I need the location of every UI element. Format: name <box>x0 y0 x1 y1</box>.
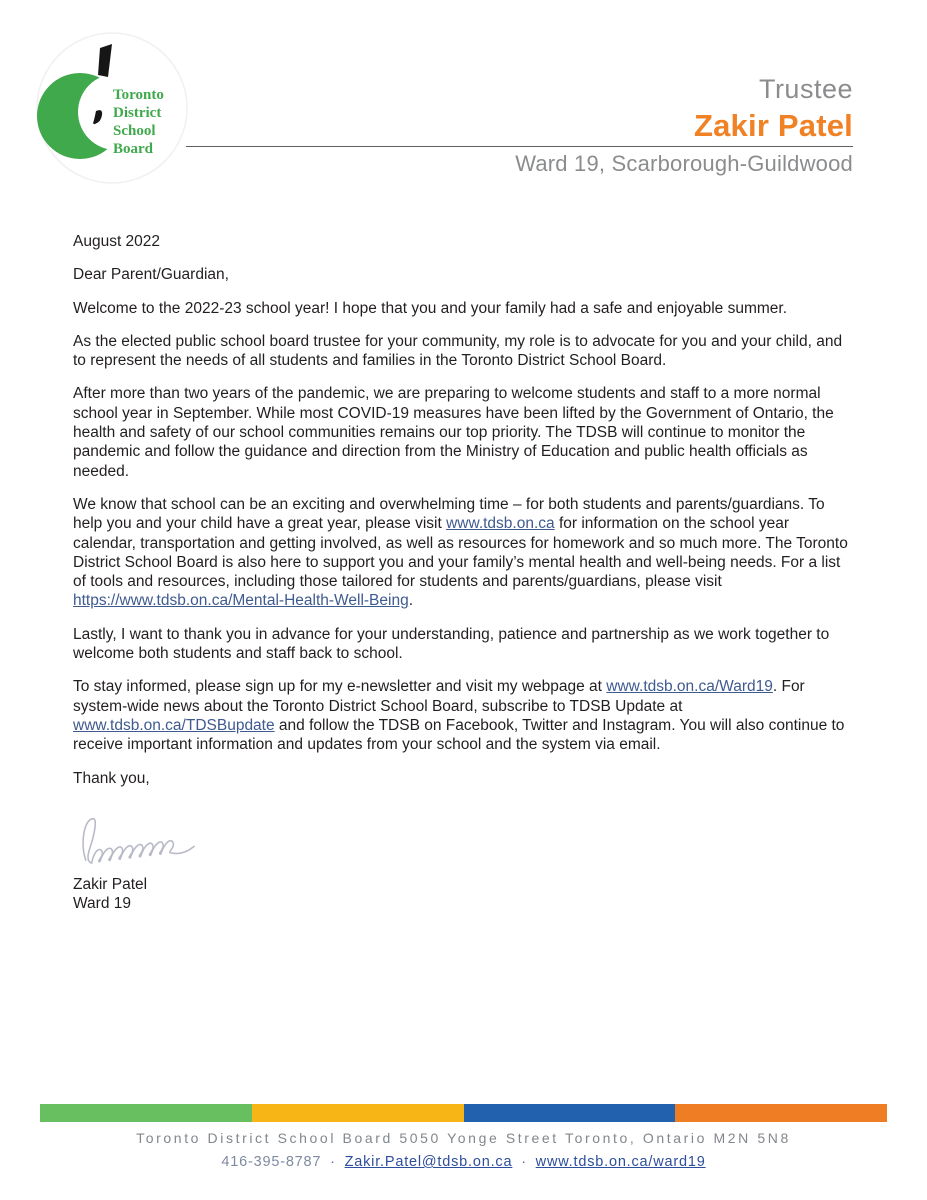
footer-website-link[interactable]: www.tdsb.on.ca/ward19 <box>535 1154 706 1170</box>
footer-contact <box>0 1154 927 1170</box>
trustee-name: Zakir Patel <box>693 108 853 143</box>
signature-ward: Ward 19 <box>73 895 132 913</box>
logo-line-3: School <box>113 123 156 139</box>
footer-color-bar <box>40 1104 887 1122</box>
letter-paragraph: Welcome to the 2022-23 school year! I hope that you and your family had a safe and enjoyable summer. <box>73 299 787 317</box>
logo-line-4: Board <box>113 141 154 157</box>
header-divider-line <box>186 146 853 147</box>
letter-paragraph: We know that school can be an exciting and overwhelming time – for both students and parents/guardians. To help you and your child have a great year, please visit www.tdsb.on.ca for information on the school year calendar, transportation and getting involved, as well as resources for homework and so much more. The Toronto District School Board is also here to support you and your family’s mental health and well-being needs. For a list of tools and resources, including those tailored for students and parents/guardians, please visit https://www.tdsb.on.ca/Mental-Health-Well-Being. <box>73 495 848 610</box>
footer-address: Toronto District School Board 5050 Yonge Street Toronto, Ontario M2N 5N8 <box>136 1130 791 1146</box>
signature-name: Zakir Patel <box>73 875 148 893</box>
letter-paragraphs <box>73 299 855 755</box>
letter-paragraph: To stay informed, please sign up for my e-newsletter and visit my webpage at www.tdsb.on.ca/Ward19. For system-wide news about the Toronto District School Board, subscribe to TDSB Update at www.tdsb.on.ca/TDSBupdate and follow the TDSB on Facebook, Twitter and Instagram. You will also continue to receive important information and updates from your school and the system via email. <box>73 678 845 754</box>
trustee-title: Trustee <box>758 74 853 104</box>
letter-body <box>73 232 855 913</box>
letter-date: August 2022 <box>73 233 161 250</box>
footer-separator: · <box>330 1154 336 1170</box>
letter-paragraph: After more than two years of the pandemic, we are preparing to welcome students and staff to a more normal school year in September. While most COVID-19 measures have been lifted by the Government of Ontario, the health and safety of our school communities remains our top priority. The TDSB will continue to monitor the pandemic and follow the guidance and direction from the Ministry of Education and public health officials as needed. <box>73 385 834 480</box>
signature-image <box>75 810 855 868</box>
footer-email-link[interactable]: Zakir.Patel@tdsb.on.ca <box>344 1154 513 1170</box>
footer-bar-orange <box>675 1104 887 1122</box>
footer-separator: · <box>521 1154 527 1170</box>
footer-phone: 416-395-8787 <box>221 1154 322 1170</box>
letter-paragraph: As the elected public school board trustee for your community, my role is to advocate for you and your child, and to represent the needs of all students and families in the Toronto District School Board. <box>73 332 843 370</box>
inline-link[interactable]: www.tdsb.on.ca <box>446 515 555 533</box>
logo-line-1: Toronto <box>113 87 164 103</box>
letter-salutation: Dear Parent/Guardian, <box>73 266 229 284</box>
inline-link[interactable]: https://www.tdsb.on.ca/Mental-Health-Well-Being <box>73 592 409 610</box>
letter-closing: Thank you, <box>73 769 150 787</box>
letter-paragraph: Lastly, I want to thank you in advance for your understanding, patience and partnership as we work together to welcome both students and staff back to school. <box>73 625 830 663</box>
inline-link[interactable]: www.tdsb.on.ca/TDSBupdate <box>73 716 275 734</box>
ward-subtitle: Ward 19, Scarborough-Guildwood <box>515 151 853 176</box>
trustee-header <box>694 76 853 141</box>
tdsb-apple-logo-icon <box>36 30 188 186</box>
footer-bar-blue <box>464 1104 676 1122</box>
inline-link[interactable]: www.tdsb.on.ca/Ward19 <box>606 678 773 696</box>
logo-line-2: District <box>113 105 162 121</box>
footer-bar-yellow <box>252 1104 464 1122</box>
footer-bar-green <box>40 1104 252 1122</box>
tdsb-logo <box>36 30 188 186</box>
